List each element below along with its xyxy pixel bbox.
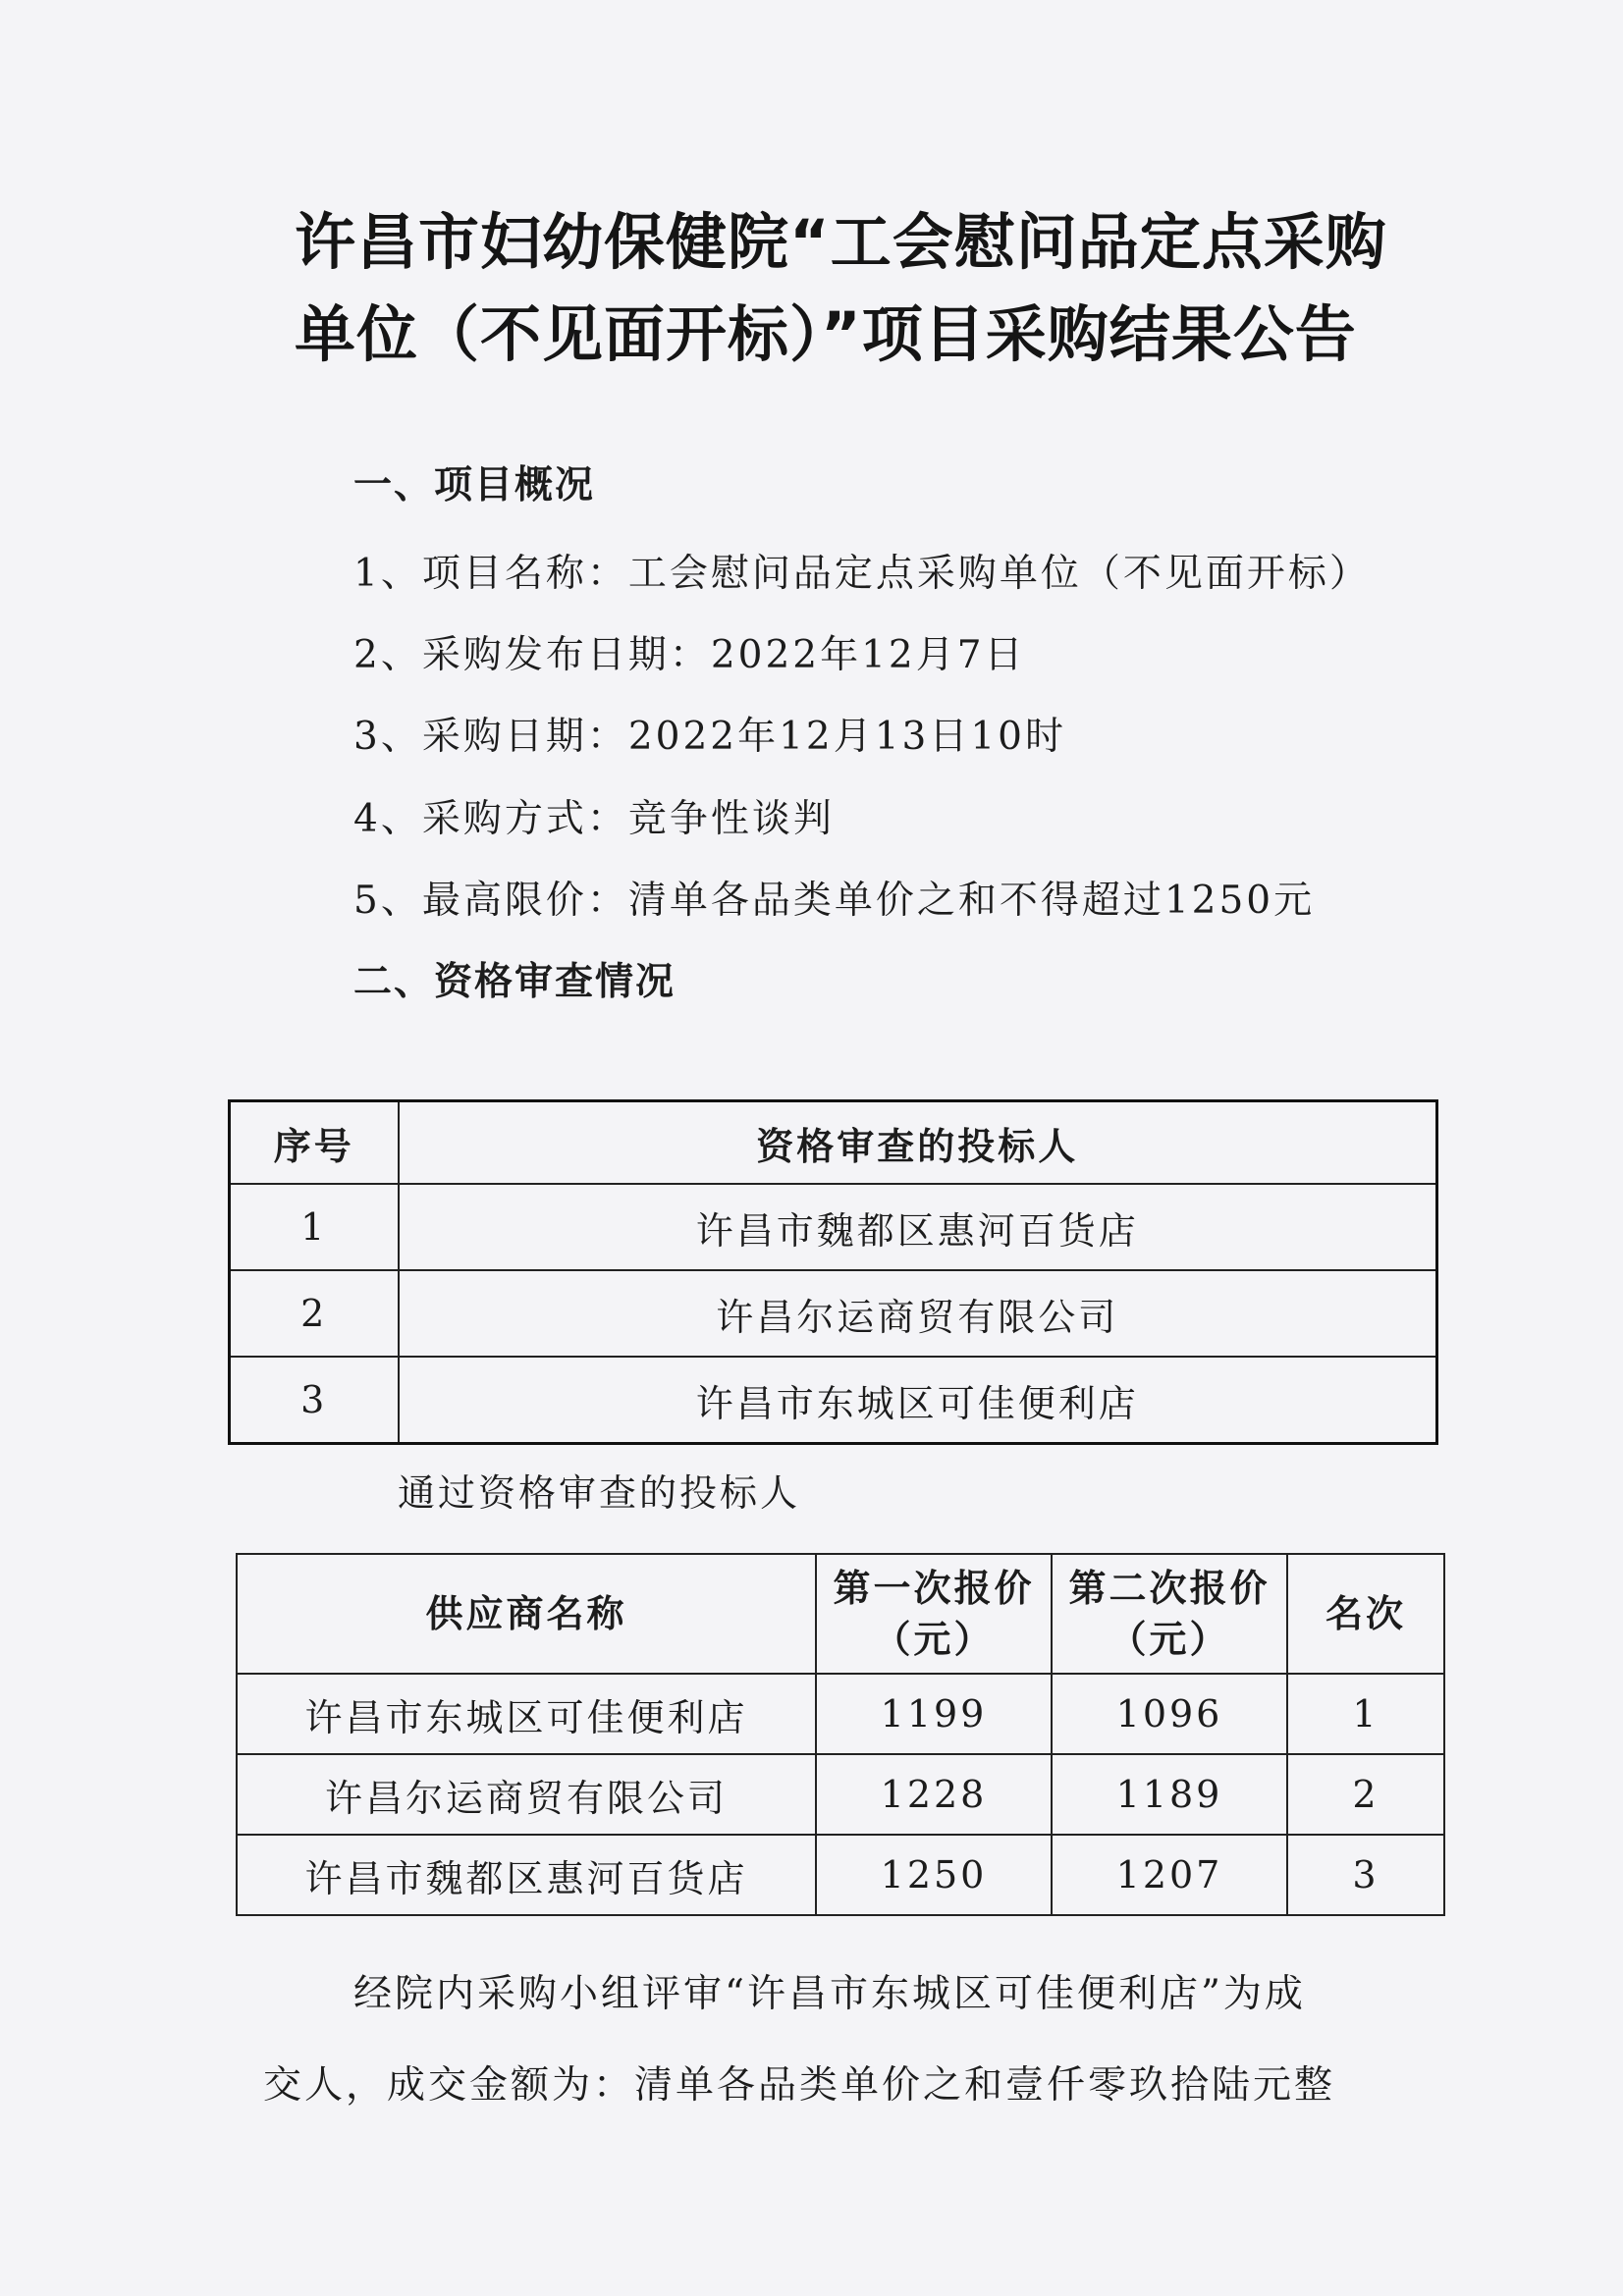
quotation-table bbox=[236, 1553, 1445, 1916]
row-index: 3 bbox=[230, 1357, 399, 1444]
column-header-supplier: 供应商名称 bbox=[237, 1554, 816, 1674]
table-row bbox=[237, 1835, 1444, 1915]
table-header-row bbox=[237, 1554, 1444, 1674]
row-bidder: 许昌尔运商贸有限公司 bbox=[399, 1270, 1437, 1357]
qualification-table bbox=[228, 1099, 1438, 1445]
row-second-quote: 1096 bbox=[1052, 1674, 1287, 1754]
row-second-quote: 1189 bbox=[1052, 1754, 1287, 1835]
section-heading-qualification: 二、资格审查情况 bbox=[353, 960, 676, 1004]
column-header-first-quote: 第一次报价（元） bbox=[816, 1554, 1052, 1674]
table-row bbox=[230, 1270, 1437, 1357]
closing-line-1: 经院内采购小组评审“许昌市东城区可佳便利店”为成 bbox=[353, 1972, 1306, 2016]
column-header-rank: 名次 bbox=[1287, 1554, 1444, 1674]
table-row bbox=[230, 1357, 1437, 1444]
section-heading-overview: 一、项目概况 bbox=[353, 463, 596, 507]
overview-item-max-price: 5、最高限价：清单各品类单价之和不得超过1250元 bbox=[353, 879, 1316, 923]
row-second-quote: 1207 bbox=[1052, 1835, 1287, 1915]
row-first-quote: 1250 bbox=[816, 1835, 1052, 1915]
column-header-bidder: 资格审查的投标人 bbox=[399, 1101, 1437, 1185]
row-supplier: 许昌市东城区可佳便利店 bbox=[237, 1674, 816, 1754]
column-header-second-quote: 第二次报价（元） bbox=[1052, 1554, 1287, 1674]
table-row bbox=[237, 1674, 1444, 1754]
row-index: 2 bbox=[230, 1270, 399, 1357]
table-row bbox=[230, 1184, 1437, 1270]
table-row bbox=[237, 1754, 1444, 1835]
row-first-quote: 1199 bbox=[816, 1674, 1052, 1754]
table-header-row bbox=[230, 1101, 1437, 1185]
title-line-2: 单位（不见面开标）”项目采购结果公告 bbox=[295, 298, 1357, 370]
closing-paragraph bbox=[263, 1949, 1412, 2131]
row-supplier: 许昌尔运商贸有限公司 bbox=[237, 1754, 816, 1835]
row-bidder: 许昌市魏都区惠河百货店 bbox=[399, 1184, 1437, 1270]
closing-line-2: 交人，成交金额为：清单各品类单价之和壹仟零玖拾陆元整 bbox=[263, 2063, 1336, 2108]
column-header-index: 序号 bbox=[230, 1101, 399, 1185]
qualified-bidders-caption: 通过资格审查的投标人 bbox=[398, 1471, 801, 1515]
document-title bbox=[295, 196, 1424, 381]
row-bidder: 许昌市东城区可佳便利店 bbox=[399, 1357, 1437, 1444]
row-rank: 3 bbox=[1287, 1835, 1444, 1915]
row-first-quote: 1228 bbox=[816, 1754, 1052, 1835]
overview-item-publish-date: 2、采购发布日期：2022年12月7日 bbox=[353, 633, 1026, 677]
row-rank: 2 bbox=[1287, 1754, 1444, 1835]
title-line-1: 许昌市妇幼保健院“工会慰问品定点采购 bbox=[295, 206, 1387, 278]
row-rank: 1 bbox=[1287, 1674, 1444, 1754]
row-index: 1 bbox=[230, 1184, 399, 1270]
overview-item-method: 4、采购方式：竞争性谈判 bbox=[353, 797, 835, 841]
overview-item-project-name: 1、项目名称：工会慰问品定点采购单位（不见面开标） bbox=[353, 552, 1371, 596]
row-supplier: 许昌市魏都区惠河百货店 bbox=[237, 1835, 816, 1915]
overview-item-procurement-date: 3、采购日期：2022年12月13日10时 bbox=[353, 715, 1066, 759]
